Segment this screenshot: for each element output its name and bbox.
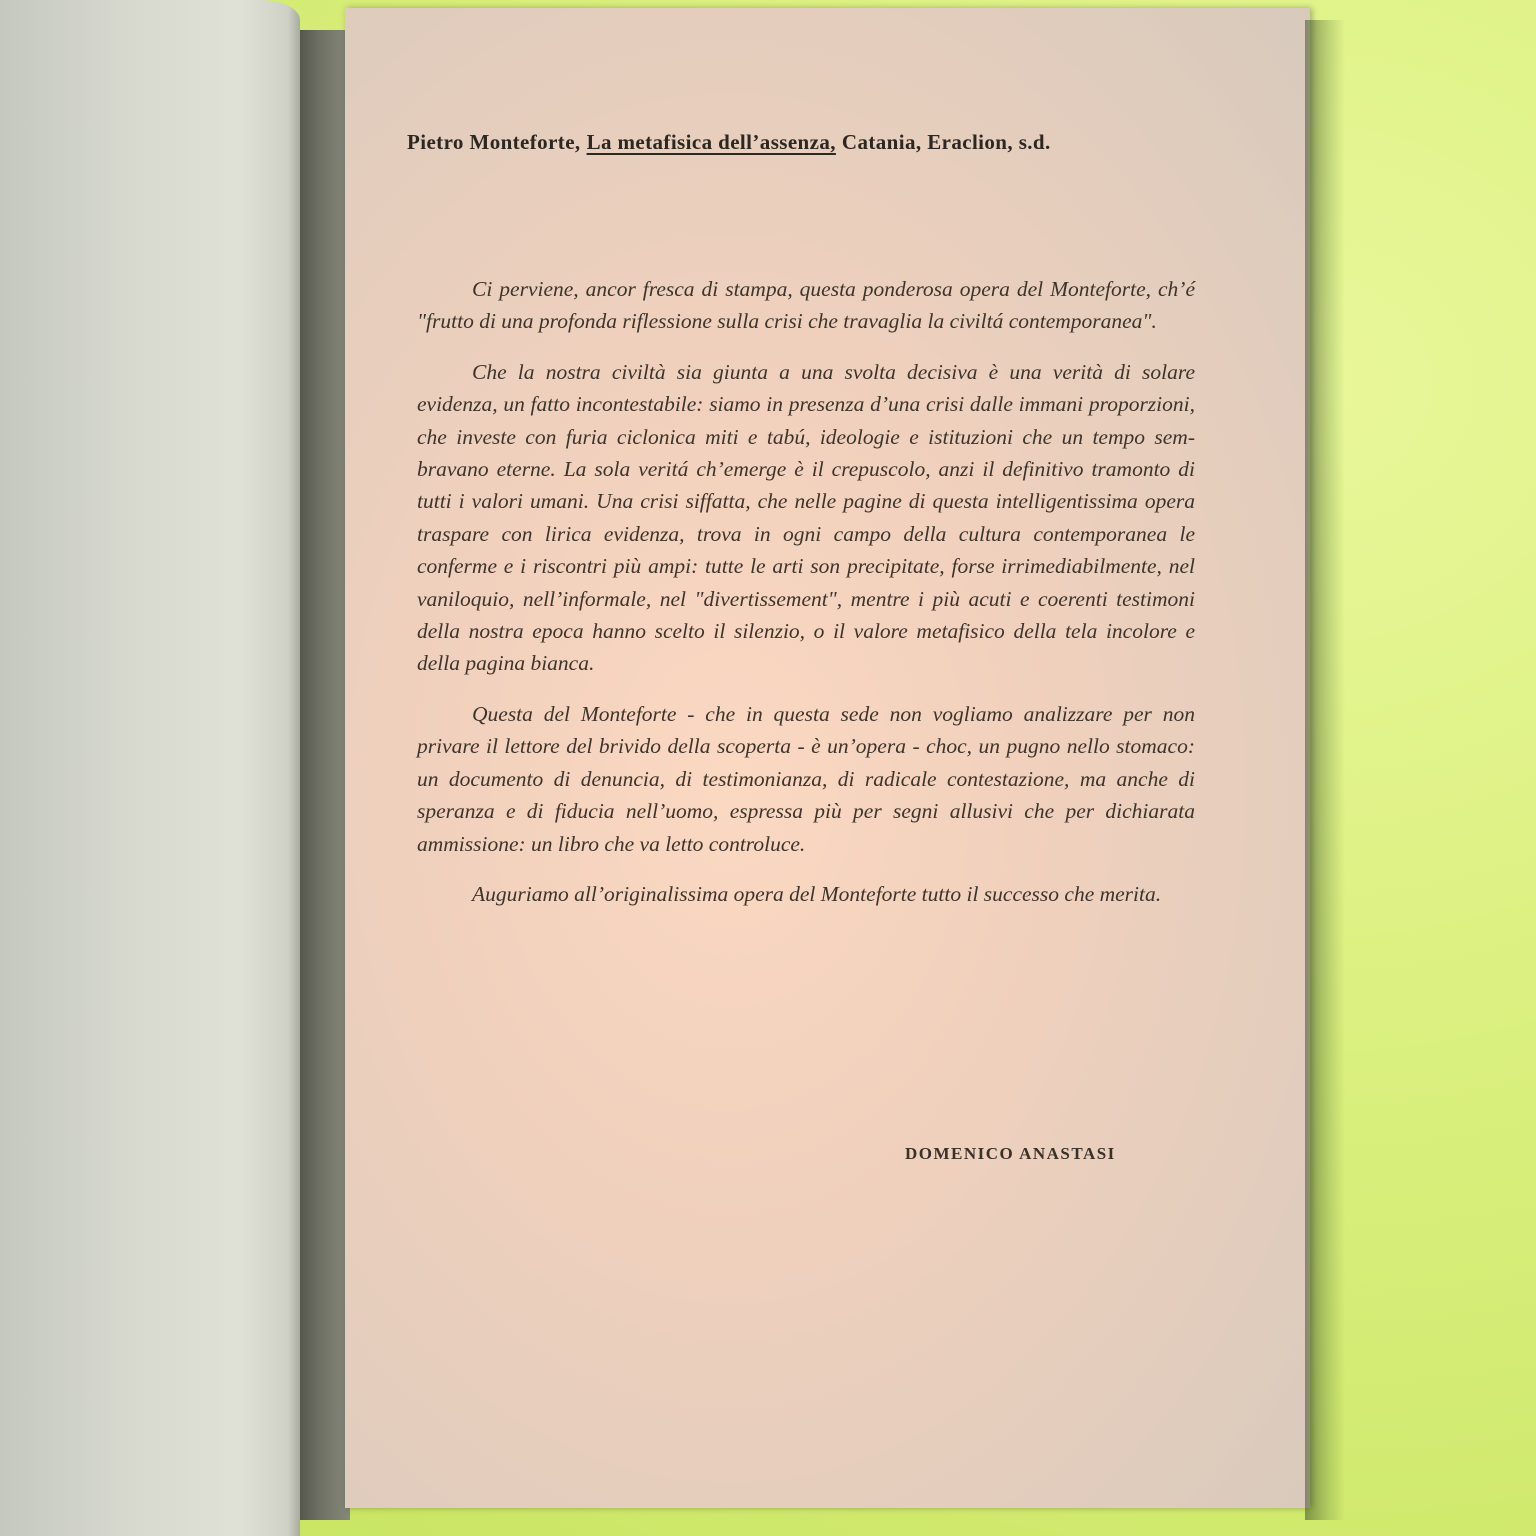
left-blank-page (0, 0, 300, 1536)
paragraph-4: Auguriamo all’originalissima opera del Monteforte tutto il successo che merita. (472, 881, 1162, 906)
paragraph-1: Ci perviene, ancor fresca di stampa, questa ponderosa opera del Monteforte, ch’é "frutto di una profonda riflessione sulla crisi che travaglia la civiltá contemporanea". (417, 277, 1195, 334)
citation-title: La metafisica dell’assenza, (586, 130, 836, 154)
paragraph-2: Che la nostra civiltà sia giunta a una svolta decisiva è una verità di solare evidenza, un fatto incontestabile: siamo in presenza d’una crisi dalle immani proporzioni, che investe con furia ciclonica miti e tabú, ideologie e istituzioni che un tempo sembravano eterne. La sola veritá ch’emerge è il crepuscolo, anzi il definitivo tramonto di tutti i valori umani. Una crisi siffatta, che nelle pagine di questa intelligentissima opera traspare con lirica evidenza, trova in ogni campo della cultura contemporanea le conferme e i riscontri più ampi: tutte le arti son precipitate, forse irrimediabilmente, nel vaniloquio, nell’informale, nel "divertissement", mentre i più acuti e coerenti testimoni della nostra epoca hanno scelto il silenzio, o il valore metafisico della tela incolore e della pagina bianca. (417, 359, 1195, 676)
review-text (417, 273, 1195, 928)
page-edge-shadow (1305, 20, 1345, 1520)
citation-publisher: Catania, Eraclion, s.d. (841, 130, 1051, 154)
author-signature: DOMENICO ANASTASI (905, 1144, 1116, 1163)
citation-heading (407, 130, 1207, 155)
book-gutter (300, 30, 350, 1520)
citation-author: Pietro Monteforte, (407, 130, 581, 154)
paragraph-3: Questa del Monteforte - che in questa sede non vogliamo analizzare per non privare il lettore del brivido della scoperta - è un’opera - choc, un pugno nello stomaco: un documento di denuncia, di testimonianza, di radicale contestazione, ma anche di speranza e di fiducia nell’uomo, espressa più per segni allusivi che per dichiarata ammissione: un libro che va letto controluce. (417, 701, 1195, 856)
printed-page (345, 8, 1310, 1508)
